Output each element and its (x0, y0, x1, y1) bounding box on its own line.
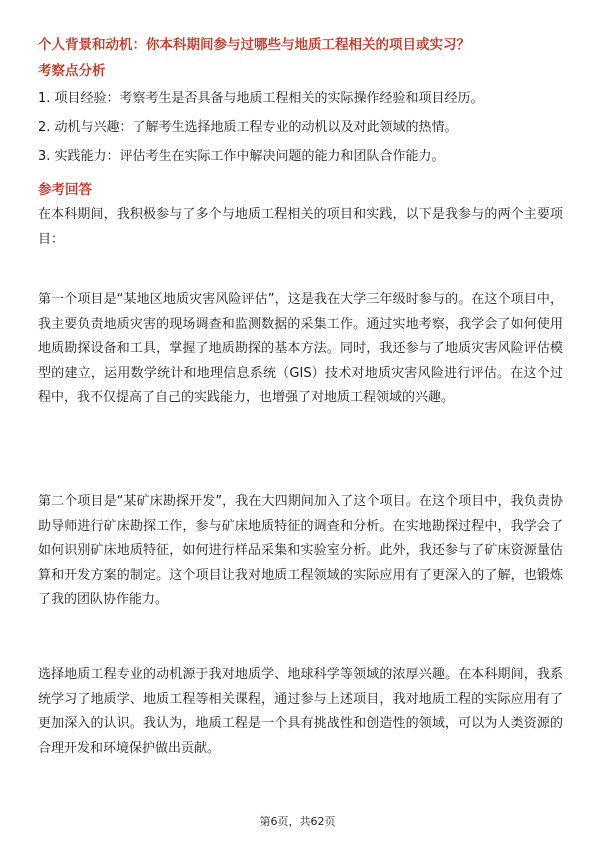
answer-paragraph-motivation: 选择地质工程专业的动机源于我对地质学、地球科学等领域的浓厚兴趣。在本科期间，我系统学习了地质学、地质工程等相关课程，通过参与上述项目，我对地质工程的实际应用有了更加深入的认识。我认为，地质工程是一个具有挑战性和创造性的领域，可以为人类资源的合理开发和环境保护做出贡献。 (38, 667, 563, 756)
analysis-item-practical-ability: 3. 实践能力：评估考生在实际工作中解决问题的能力和团队合作能力。 (38, 149, 445, 164)
question-heading: 个人背景和动机：你本科期间参与过哪些与地质工程相关的项目或实习？ (38, 37, 470, 53)
answer-section-title: 参考回答 (38, 182, 92, 198)
answer-paragraph-project-one: 第一个项目是“某地区地质灾害风险评估”，这是我在大学三年级时参与的。在这个项目中，我主要负责地质灾害的现场调查和监测数据的采集工作。通过实地考察，我学会了如何使用地质勘探设备和工具，掌握了地质勘探的基本方法。同时，我还参与了地质灾害风险评估模型的建立，运用数学统计和地理信息系统（GIS）技术对地质灾害风险进行评估。在这个过程中，我不仅提高了自己的实践能力，也增强了对地质工程领域的兴趣。 (38, 292, 563, 405)
page-number-footer: 第6页，共62页 (259, 815, 336, 828)
analysis-item-motivation: 2. 动机与兴趣：了解考生选择地质工程专业的动机以及对此领域的热情。 (38, 120, 458, 135)
answer-paragraph-intro: 在本科期间，我积极参与了多个与地质工程相关的项目和实践，以下是我参与的两个主要项目： (38, 207, 563, 247)
analysis-item-project-experience: 1. 项目经验：考察考生是否具备与地质工程相关的实际操作经验和项目经历。 (38, 91, 484, 106)
answer-paragraph-project-two: 第二个项目是“某矿床勘探开发”，我在大四期间加入了这个项目。在这个项目中，我负责协助导师进行矿床勘探工作，参与矿床地质特征的调查和分析。在实地勘探过程中，我学会了如何识别矿床地质特征，如何进行样品采集和实验室分析。此外，我还参与了矿床资源量估算和开发方案的制定。这个项目让我对地质工程领域的实际应用有了更深入的了解，也锻炼了我的团队协作能力。 (38, 494, 563, 607)
analysis-section-title: 考察点分析 (38, 63, 106, 79)
